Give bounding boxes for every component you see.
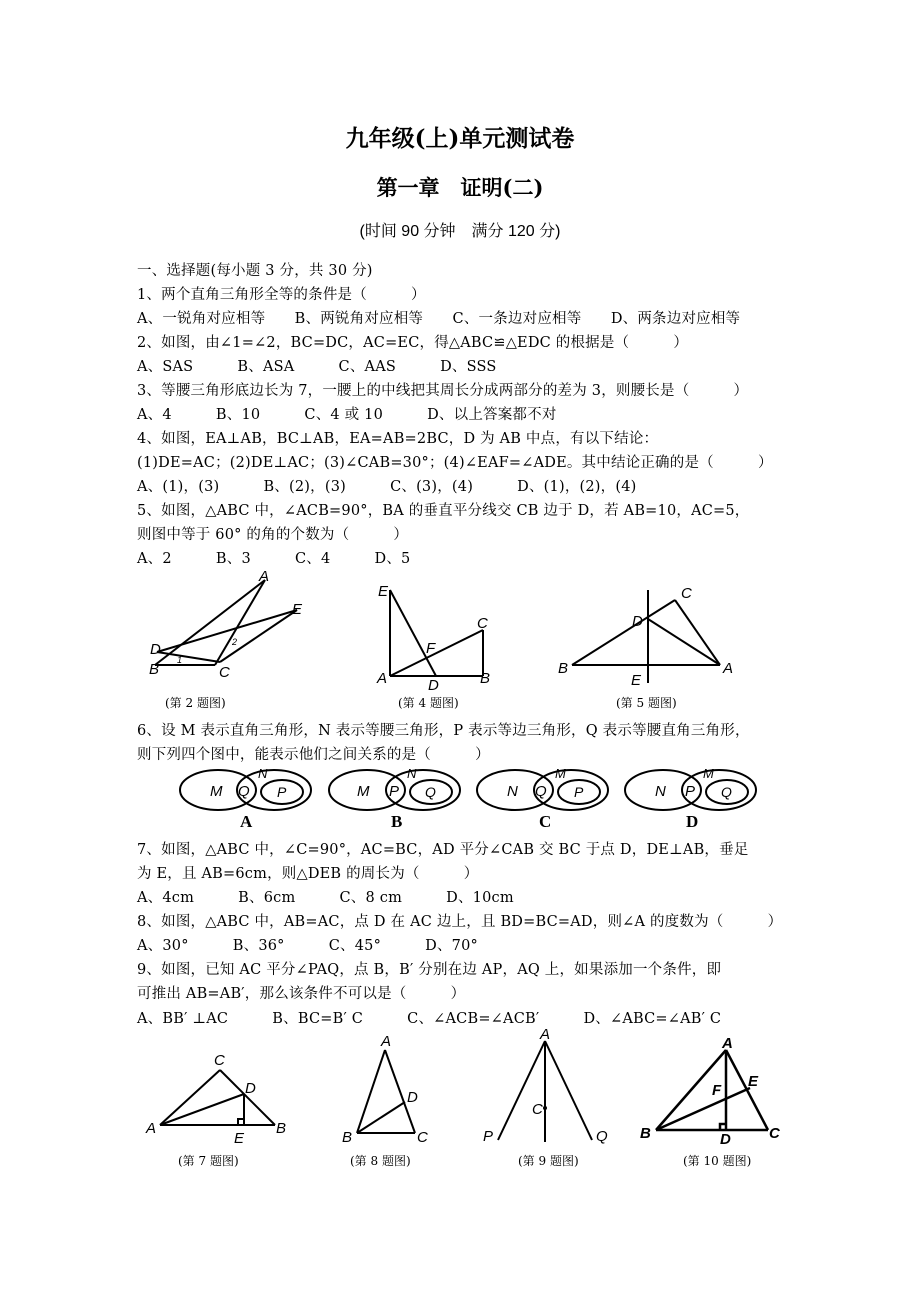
f10-label-b: B xyxy=(640,1125,651,1142)
f8-label-b: B xyxy=(342,1129,353,1145)
f4-label-a: A xyxy=(377,670,388,687)
caption-f5: (第 5 题图) xyxy=(616,696,677,710)
venn-label-b: B xyxy=(391,812,403,831)
section-heading: 一、选择题(每小题 3 分，共 30 分) xyxy=(137,263,373,279)
venn-a-q: Q xyxy=(238,783,250,800)
q9-stem-2: 可推出 AB=AB′，那么该条件不可以是（ ） xyxy=(137,986,466,1002)
q4-stem-2: (1)DE=AC；(2)DE⊥AC；(3)∠CAB=30°；(4)∠EAF=∠ADE。其中结论正确的是（ ） xyxy=(137,455,773,471)
f7-label-d: D xyxy=(245,1080,256,1097)
venn-b xyxy=(327,765,462,815)
f4-label-e: E xyxy=(378,583,389,600)
q6-stem-2: 则下列四个图中，能表示他们之间关系的是（ ） xyxy=(137,747,490,763)
venn-b-q: Q xyxy=(425,784,436,800)
venn-a-p: P xyxy=(277,784,287,800)
q1-options: A、一锐角对应相等 B、两锐角对应相等 C、一条边对应相等 D、两条边对应相等 xyxy=(137,311,741,327)
f9-label-a: A xyxy=(540,1028,551,1043)
f2-label-a: A xyxy=(259,570,270,585)
f9-label-p: P xyxy=(483,1128,494,1145)
venn-b-p: P xyxy=(389,783,400,800)
time-note: (时间 90 分钟 满分 120 分) xyxy=(359,223,561,240)
venn-c-q: Q xyxy=(535,783,547,800)
f8-label-a: A xyxy=(381,1033,392,1050)
f7-label-c: C xyxy=(214,1052,225,1069)
f5-label-d: D xyxy=(632,613,643,630)
figure-2 xyxy=(145,570,310,685)
caption-f9: (第 9 题图) xyxy=(518,1154,579,1168)
f5-label-b: B xyxy=(558,660,569,677)
f10-label-d: D xyxy=(720,1131,731,1148)
f10-label-e: E xyxy=(748,1073,759,1090)
q2-options: A、SAS B、ASA C、AAS D、SSS xyxy=(137,359,497,375)
f10-label-c: C xyxy=(769,1125,780,1142)
venn-d xyxy=(623,765,758,815)
f5-label-a: A xyxy=(723,660,734,677)
f2-label-e: E xyxy=(292,601,303,618)
f9-label-q: Q xyxy=(596,1128,608,1145)
chapter-title: 第一章 证明(二) xyxy=(376,175,544,200)
f10-label-f: F xyxy=(712,1082,722,1099)
f8-label-d: D xyxy=(407,1089,418,1106)
f5-label-c: C xyxy=(681,585,692,602)
figure-5 xyxy=(550,575,750,690)
q4-options: A、(1)，(3) B、(2)，(3) C、(3)，(4) D、(1)，(2)，(4) xyxy=(137,479,637,495)
venn-label-a: A xyxy=(240,812,253,831)
venn-d-p: P xyxy=(685,783,696,800)
f2-label-2: 2 xyxy=(232,637,238,647)
caption-f7: (第 7 题图) xyxy=(178,1154,239,1168)
q1-stem: 1、两个直角三角形全等的条件是（ ） xyxy=(137,287,426,303)
venn-c-n: N xyxy=(507,783,518,800)
venn-label-c: C xyxy=(539,812,552,831)
figure-8 xyxy=(337,1030,437,1145)
f2-label-b: B xyxy=(149,661,160,678)
f4-label-f: F xyxy=(426,640,436,657)
f2-label-c: C xyxy=(219,664,230,681)
venn-c-m: M xyxy=(555,766,566,781)
q9-stem: 9、如图，已知 AC 平分∠PAQ，点 B，B′ 分别在边 AP，AQ 上，如果添加一个条件，即 xyxy=(137,962,722,978)
q5-options: A、2 B、3 C、4 D、5 xyxy=(137,551,411,567)
q8-stem: 8、如图，△ABC 中，AB=AC，点 D 在 AC 边上，且 BD=BC=AD，则∠A 的度数为（ ） xyxy=(137,914,783,930)
caption-f4: (第 4 题图) xyxy=(398,696,459,710)
f10-label-a: A xyxy=(722,1035,733,1052)
q3-options: A、4 B、10 C、4 或 10 D、以上答案都不对 xyxy=(137,407,557,423)
venn-c xyxy=(475,765,610,815)
venn-b-m: M xyxy=(357,783,370,800)
caption-f2: (第 2 题图) xyxy=(165,696,226,710)
venn-c-p: P xyxy=(574,784,584,800)
venn-a xyxy=(178,765,313,815)
venn-label-d: D xyxy=(686,812,699,831)
f2-label-d: D xyxy=(150,641,161,658)
caption-f10: (第 10 题图) xyxy=(683,1154,752,1168)
q7-options: A、4cm B、6cm C、8 cm D、10cm xyxy=(137,890,514,906)
venn-d-m: M xyxy=(703,766,714,781)
q7-stem: 7、如图，△ABC 中，∠C=90°，AC=BC，AD 平分∠CAB 交 BC 于点 D，DE⊥AB，垂足 xyxy=(137,842,749,858)
f7-label-a: A xyxy=(146,1120,157,1137)
f4-label-b: B xyxy=(480,670,491,687)
q2-stem: 2、如图，由∠1=∠2，BC=DC，AC=EC，得△ABC≌△EDC 的根据是（ ） xyxy=(137,335,689,351)
q9-options: A、BB′ ⊥AC B、BC=B′ C C、∠ACB=∠ACB′ D、∠ABC=∠AB′ C xyxy=(137,1011,722,1027)
f4-label-d: D xyxy=(428,677,439,693)
f9-label-c: C xyxy=(532,1101,543,1118)
venn-b-n: N xyxy=(407,766,417,781)
venn-a-m: M xyxy=(210,783,223,800)
venn-d-n: N xyxy=(655,783,666,800)
q5-stem: 5、如图，△ABC 中，∠ACB=90°，BA 的垂直平分线交 CB 边于 D，若 AB=10，AC=5， xyxy=(137,503,750,519)
figure-9 xyxy=(478,1028,618,1146)
venn-a-n: N xyxy=(258,766,268,781)
venn-d-q: Q xyxy=(721,784,732,800)
q4-stem: 4、如图，EA⊥AB，BC⊥AB，EA=AB=2BC，D 为 AB 中点，有以下结论： xyxy=(137,431,659,447)
f5-label-e: E xyxy=(631,672,642,689)
caption-f8: (第 8 题图) xyxy=(350,1154,411,1168)
f2-label-1: 1 xyxy=(177,655,183,665)
q5-stem-2: 则图中等于 60° 的角的个数为（ ） xyxy=(137,527,409,543)
q7-stem-2: 为 E，且 AB=6cm，则△DEB 的周长为（ ） xyxy=(137,866,479,882)
figure-4 xyxy=(370,578,500,693)
figure-10 xyxy=(636,1030,786,1148)
figure-7 xyxy=(140,1045,300,1145)
q6-stem: 6、设 M 表示直角三角形，N 表示等腰三角形，P 表示等边三角形，Q 表示等腰直角三角形， xyxy=(137,723,750,739)
f8-label-c: C xyxy=(417,1129,428,1145)
q8-options: A、30° B、36° C、45° D、70° xyxy=(137,938,478,954)
f7-label-e: E xyxy=(234,1130,245,1145)
f7-label-b: B xyxy=(276,1120,287,1137)
page-title: 九年级(上)单元测试卷 xyxy=(345,125,575,152)
f4-label-c: C xyxy=(477,615,488,632)
q3-stem: 3、等腰三角形底边长为 7，一腰上的中线把其周长分成两部分的差为 3，则腰长是（ ） xyxy=(137,383,749,399)
